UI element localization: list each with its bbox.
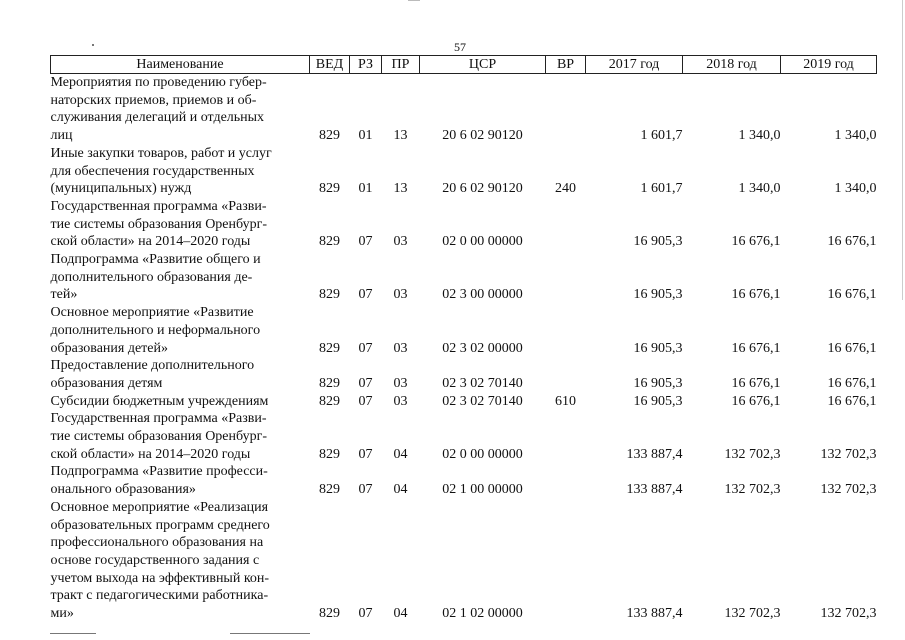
cell-2018: 132 702,3 bbox=[724, 482, 781, 498]
cell-vr bbox=[546, 410, 586, 463]
cell-ved: 829 bbox=[319, 375, 340, 391]
cell-vr bbox=[546, 251, 586, 304]
cell-ved: 829 bbox=[319, 181, 340, 197]
cell-rz: 01 bbox=[358, 181, 373, 197]
table-body bbox=[51, 74, 877, 623]
table-row bbox=[51, 393, 877, 411]
name-line: ской области» на 2014–2020 годы bbox=[50, 234, 251, 250]
cell-2017: 1 601,7 bbox=[640, 181, 683, 197]
cell-2019: 16 676,1 bbox=[827, 234, 877, 250]
cell-ved: 829 bbox=[319, 128, 340, 144]
scan-dot bbox=[92, 44, 94, 46]
cell-2018: 132 702,3 bbox=[724, 606, 781, 622]
table-row bbox=[51, 304, 877, 357]
cell-2018: 16 676,1 bbox=[731, 375, 781, 391]
cell-name bbox=[51, 74, 310, 145]
name-line: ской области» на 2014–2020 годы bbox=[50, 446, 251, 462]
bottom-rule bbox=[230, 633, 310, 634]
name-line: онального образования» bbox=[50, 482, 196, 498]
name-line: Государственная программа «Разви- bbox=[50, 411, 267, 427]
scan-mark bbox=[408, 0, 420, 1]
name-line: тие системы образования Оренбург- bbox=[50, 429, 268, 445]
cell-rz: 07 bbox=[358, 234, 373, 250]
cell-vr: 240 bbox=[555, 181, 576, 197]
cell-2019: 16 676,1 bbox=[827, 393, 877, 409]
cell-2019: 16 676,1 bbox=[827, 375, 877, 391]
name-line: служивания делегаций и отдельных bbox=[50, 110, 265, 126]
bottom-rule bbox=[50, 633, 96, 634]
name-line: дополнительного образования де- bbox=[50, 269, 253, 285]
cell-2018: 16 676,1 bbox=[731, 340, 781, 356]
cell-csr: 02 0 00 00000 bbox=[442, 234, 523, 250]
cell-rz: 07 bbox=[358, 340, 373, 356]
cell-ved: 829 bbox=[319, 234, 340, 250]
cell-ved: 829 bbox=[319, 287, 340, 303]
cell-vr bbox=[546, 74, 586, 145]
table-row bbox=[51, 74, 877, 145]
cell-2019: 132 702,3 bbox=[820, 482, 877, 498]
cell-name bbox=[51, 410, 310, 463]
cell-pr: 03 bbox=[393, 287, 408, 303]
header-csr: ЦСР bbox=[420, 56, 546, 74]
page-edge bbox=[902, 0, 903, 300]
cell-name bbox=[51, 251, 310, 304]
cell-pr: 13 bbox=[393, 181, 408, 197]
cell-csr: 02 3 02 70140 bbox=[442, 393, 523, 409]
cell-pr: 04 bbox=[393, 482, 408, 498]
name-line: Подпрограмма «Развитие общего и bbox=[50, 252, 261, 268]
cell-vr bbox=[546, 198, 586, 251]
cell-csr: 02 3 02 00000 bbox=[442, 340, 523, 356]
cell-ved: 829 bbox=[319, 340, 340, 356]
header-rz: РЗ bbox=[350, 56, 382, 74]
cell-vr bbox=[546, 357, 586, 392]
cell-2019: 16 676,1 bbox=[827, 340, 877, 356]
header-2019: 2019 год bbox=[781, 56, 877, 74]
table-row bbox=[51, 410, 877, 463]
cell-name bbox=[51, 357, 310, 392]
name-line: учетом выхода на эффективный кон- bbox=[50, 570, 270, 586]
cell-ved: 829 bbox=[319, 482, 340, 498]
table-row bbox=[51, 499, 877, 623]
cell-2019: 132 702,3 bbox=[820, 606, 877, 622]
page-number: 57 bbox=[454, 40, 466, 54]
cell-2018: 16 676,1 bbox=[731, 234, 781, 250]
table-row bbox=[51, 357, 877, 392]
cell-rz: 07 bbox=[358, 482, 373, 498]
cell-2019: 1 340,0 bbox=[834, 128, 877, 144]
header-ved: ВЕД bbox=[310, 56, 350, 74]
name-line: наторских приемов, приемов и об- bbox=[50, 92, 257, 108]
cell-2019: 16 676,1 bbox=[827, 287, 877, 303]
name-line: тракт с педагогическими работника- bbox=[50, 588, 269, 604]
cell-csr: 20 6 02 90120 bbox=[442, 128, 523, 144]
cell-name bbox=[51, 393, 310, 411]
cell-rz: 07 bbox=[358, 393, 373, 409]
name-line: образования детей» bbox=[50, 340, 169, 356]
cell-rz: 07 bbox=[358, 606, 373, 622]
cell-csr: 02 3 02 70140 bbox=[442, 375, 523, 391]
name-line: Государственная программа «Разви- bbox=[50, 198, 267, 214]
name-line: Мероприятия по проведению губер- bbox=[50, 75, 267, 90]
cell-vr bbox=[546, 499, 586, 623]
cell-rz: 01 bbox=[358, 128, 373, 144]
cell-2017: 133 887,4 bbox=[626, 482, 683, 498]
cell-rz: 07 bbox=[358, 375, 373, 391]
cell-2019: 132 702,3 bbox=[820, 446, 877, 462]
cell-2017: 1 601,7 bbox=[640, 128, 683, 144]
name-line: Основное мероприятие «Реализация bbox=[50, 499, 269, 515]
name-line: Подпрограмма «Развитие професси- bbox=[50, 464, 268, 480]
cell-vr bbox=[546, 304, 586, 357]
name-line: Основное мероприятие «Развитие bbox=[50, 305, 254, 321]
cell-name bbox=[51, 304, 310, 357]
cell-pr: 03 bbox=[393, 234, 408, 250]
name-line: образования детям bbox=[50, 375, 163, 391]
budget-table bbox=[50, 55, 877, 623]
cell-name bbox=[51, 463, 310, 498]
cell-2017: 133 887,4 bbox=[626, 606, 683, 622]
cell-ved: 829 bbox=[319, 446, 340, 462]
cell-csr: 02 0 00 00000 bbox=[442, 446, 523, 462]
cell-2018: 1 340,0 bbox=[738, 181, 781, 197]
cell-rz: 07 bbox=[358, 446, 373, 462]
name-line: Предоставление дополнительного bbox=[50, 358, 255, 374]
cell-vr bbox=[546, 463, 586, 498]
name-line: дополнительного и неформального bbox=[50, 322, 261, 338]
name-line: лиц bbox=[50, 128, 73, 144]
cell-2018: 16 676,1 bbox=[731, 287, 781, 303]
header-pr: ПР bbox=[382, 56, 420, 74]
header-2017: 2017 год bbox=[586, 56, 683, 74]
table-row bbox=[51, 198, 877, 251]
name-line: (муниципальных) нужд bbox=[50, 181, 192, 197]
cell-csr: 02 3 00 00000 bbox=[442, 287, 523, 303]
cell-ved: 829 bbox=[319, 606, 340, 622]
cell-2017: 133 887,4 bbox=[626, 446, 683, 462]
header-vr: ВР bbox=[546, 56, 586, 74]
name-line: для обеспечения государственных bbox=[50, 163, 255, 179]
name-line: Иные закупки товаров, работ и услуг bbox=[50, 145, 272, 161]
name-line: ми» bbox=[50, 606, 74, 622]
header-name: Наименование bbox=[51, 56, 310, 74]
cell-2018: 132 702,3 bbox=[724, 446, 781, 462]
name-line: тие системы образования Оренбург- bbox=[50, 216, 268, 232]
name-line: основе государственного задания с bbox=[50, 552, 260, 568]
cell-2019: 1 340,0 bbox=[834, 181, 877, 197]
table-header-row bbox=[51, 56, 877, 74]
cell-pr: 03 bbox=[393, 340, 408, 356]
name-line: образовательных программ среднего bbox=[50, 517, 270, 533]
cell-ved: 829 bbox=[319, 393, 340, 409]
cell-pr: 04 bbox=[393, 446, 408, 462]
table-row bbox=[51, 251, 877, 304]
cell-csr: 02 1 00 00000 bbox=[442, 482, 523, 498]
header-2018: 2018 год bbox=[683, 56, 781, 74]
cell-2018: 1 340,0 bbox=[738, 128, 781, 144]
name-line: профессионального образования на bbox=[50, 535, 264, 551]
cell-rz: 07 bbox=[358, 287, 373, 303]
cell-2017: 16 905,3 bbox=[633, 340, 683, 356]
cell-2017: 16 905,3 bbox=[633, 393, 683, 409]
cell-2017: 16 905,3 bbox=[633, 375, 683, 391]
cell-csr: 02 1 02 00000 bbox=[442, 606, 523, 622]
cell-pr: 03 bbox=[393, 393, 408, 409]
cell-name bbox=[51, 198, 310, 251]
name-line: тей» bbox=[50, 287, 78, 303]
cell-name bbox=[51, 499, 310, 623]
cell-vr: 610 bbox=[555, 393, 576, 409]
cell-pr: 13 bbox=[393, 128, 408, 144]
cell-2017: 16 905,3 bbox=[633, 234, 683, 250]
cell-csr: 20 6 02 90120 bbox=[442, 181, 523, 197]
cell-2018: 16 676,1 bbox=[731, 393, 781, 409]
cell-2017: 16 905,3 bbox=[633, 287, 683, 303]
table-row bbox=[51, 463, 877, 498]
cell-name bbox=[51, 145, 310, 198]
cell-pr: 03 bbox=[393, 375, 408, 391]
name-line: Субсидии бюджетным учреждениям bbox=[50, 393, 269, 409]
table-row bbox=[51, 145, 877, 198]
cell-pr: 04 bbox=[393, 606, 408, 622]
